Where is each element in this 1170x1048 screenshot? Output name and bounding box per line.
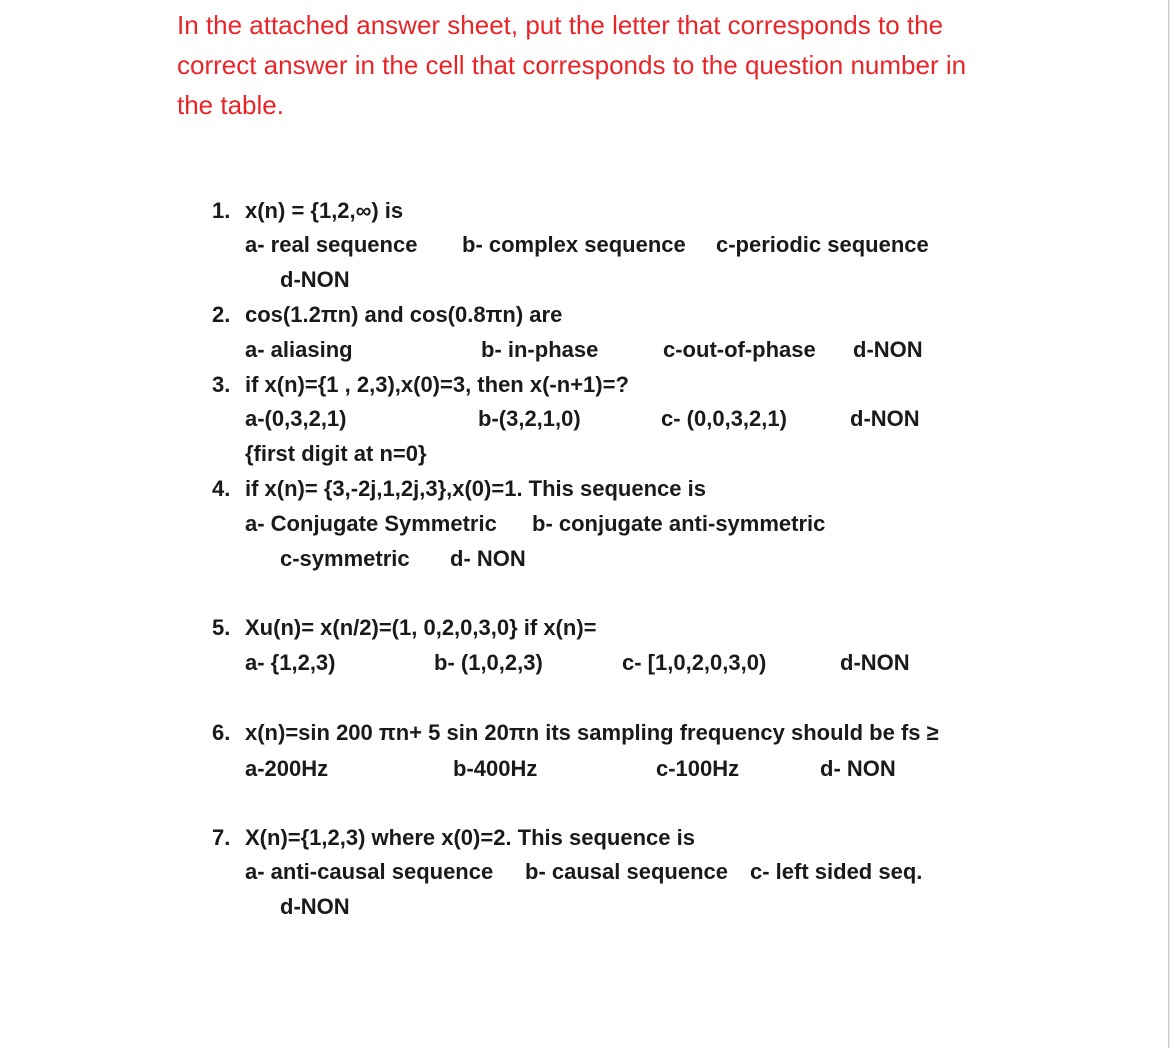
question-1-number: 1. bbox=[212, 198, 231, 223]
question-4-number: 4. bbox=[212, 476, 231, 501]
question-1-option-d: d-NON bbox=[280, 267, 350, 292]
question-7-number: 7. bbox=[212, 825, 231, 850]
question-2-option-a: a- aliasing bbox=[245, 337, 353, 362]
question-6-option-b: b-400Hz bbox=[453, 756, 538, 781]
question-7-option-b: b- causal sequence bbox=[525, 859, 728, 884]
question-4-option-a: a- Conjugate Symmetric bbox=[245, 511, 497, 536]
question-1-option-b: b- complex sequence bbox=[462, 232, 686, 257]
question-6-option-c: c-100Hz bbox=[656, 756, 740, 781]
question-7-option-a: a- anti-causal sequence bbox=[245, 859, 494, 884]
question-3-stem: if x(n)={1 , 2,3),x(0)=3, then x(-n+1)=? bbox=[245, 372, 629, 397]
question-5-option-c: c- [1,0,2,0,3,0) bbox=[622, 650, 767, 675]
question-6-number: 6. bbox=[212, 720, 231, 745]
question-3-number: 3. bbox=[212, 372, 231, 397]
question-2-option-d: d-NON bbox=[853, 337, 923, 362]
question-3-option-d: d-NON bbox=[850, 406, 920, 431]
question-2-number: 2. bbox=[212, 302, 231, 327]
question-5-option-d: d-NON bbox=[840, 650, 910, 675]
question-2-option-c: c-out-of-phase bbox=[663, 337, 816, 362]
question-1-stem: x(n) = {1,2,∞) is bbox=[245, 198, 404, 223]
question-7-stem: X(n)={1,2,3) where x(0)=2. This sequence is bbox=[245, 825, 695, 850]
question-7-option-c: c- left sided seq. bbox=[750, 859, 923, 884]
question-5-option-b: b- (1,0,2,3) bbox=[434, 650, 543, 675]
question-5-number: 5. bbox=[212, 615, 231, 640]
question-5-option-a: a- {1,2,3) bbox=[245, 650, 336, 675]
question-2-option-b: b- in-phase bbox=[481, 337, 599, 362]
instruction-text: In the attached answer sheet, put the letter that corresponds to the correct answer in the cell that corresponds to the question number in the table. bbox=[177, 10, 967, 120]
question-7-option-d: d-NON bbox=[280, 894, 350, 919]
question-1-option-a: a- real sequence bbox=[245, 232, 418, 257]
question-3-note: {first digit at n=0} bbox=[245, 441, 427, 466]
question-6-option-a: a-200Hz bbox=[245, 756, 329, 781]
question-3-option-b: b-(3,2,1,0) bbox=[478, 406, 581, 431]
question-5-stem: Xu(n)= x(n/2)=(1, 0,2,0,3,0} if x(n)= bbox=[245, 615, 597, 640]
question-3-option-c: c- (0,0,3,2,1) bbox=[661, 406, 787, 431]
question-4-option-d: d- NON bbox=[450, 546, 526, 571]
question-6-option-d: d- NON bbox=[820, 756, 896, 781]
question-3-option-a: a-(0,3,2,1) bbox=[245, 406, 347, 431]
question-4-option-b: b- conjugate anti-symmetric bbox=[532, 511, 826, 536]
question-4-option-c: c-symmetric bbox=[280, 546, 410, 571]
question-1-option-c: c-periodic sequence bbox=[716, 232, 929, 257]
question-4-stem: if x(n)= {3,-2j,1,2j,3},x(0)=1. This sequence is bbox=[245, 476, 706, 501]
question-6-stem: x(n)=sin 200 πn+ 5 sin 20πn its sampling frequency should be fs ≥ bbox=[245, 720, 939, 745]
question-2-stem: cos(1.2πn) and cos(0.8πn) are bbox=[245, 302, 563, 327]
